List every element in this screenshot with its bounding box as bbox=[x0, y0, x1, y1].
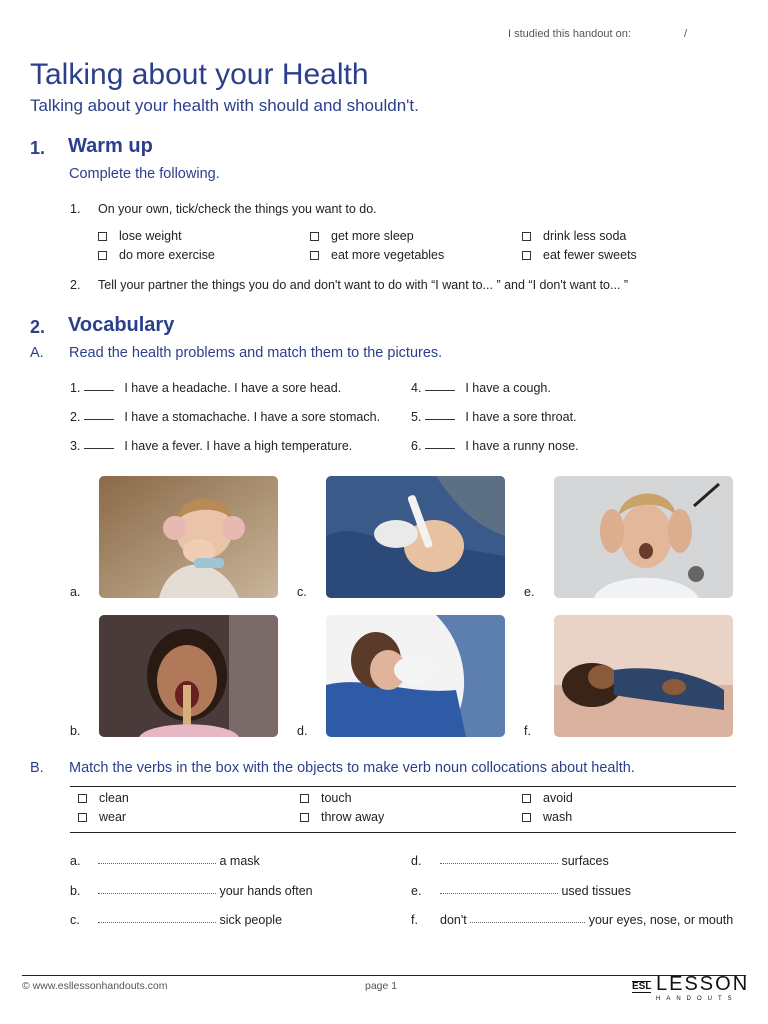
photo-girl-coughing bbox=[99, 476, 278, 598]
answer-blank[interactable] bbox=[84, 390, 114, 391]
picture-label: e. bbox=[524, 585, 535, 599]
answer-blank[interactable] bbox=[84, 448, 114, 449]
collocation-item: a. bbox=[70, 854, 81, 868]
checkbox[interactable] bbox=[310, 251, 319, 260]
photo-woman-runny-nose bbox=[326, 615, 505, 737]
item1-text: On your own, tick/check the things you want to do. bbox=[98, 202, 377, 216]
photo-man-headache bbox=[554, 476, 733, 598]
section1-instruction: Complete the following. bbox=[69, 166, 220, 182]
collocation-item: e. bbox=[411, 884, 422, 898]
verb-label: throw away bbox=[321, 810, 385, 824]
section1-number: 1. bbox=[30, 138, 46, 158]
picture-label: d. bbox=[297, 724, 308, 738]
photo-girl-sore-throat bbox=[99, 615, 278, 737]
studied-label: I studied this handout on: bbox=[508, 28, 631, 40]
problem-item: 5. I have a sore throat. bbox=[411, 410, 577, 424]
problem-item: 1. I have a headache. I have a sore head. bbox=[70, 381, 342, 395]
answer-blank[interactable] bbox=[425, 419, 455, 420]
footer-website[interactable]: © www.esllessonhandouts.com bbox=[22, 980, 168, 992]
studied-slash: / bbox=[684, 28, 688, 40]
checkbox[interactable] bbox=[522, 813, 531, 822]
answer-blank[interactable] bbox=[98, 863, 216, 864]
footer-page-number: page 1 bbox=[365, 980, 398, 992]
answer-blank[interactable] bbox=[98, 922, 216, 923]
checkbox[interactable] bbox=[300, 794, 309, 803]
picture-label: c. bbox=[297, 585, 307, 599]
item1-number: 1. bbox=[70, 202, 81, 216]
checklist-item[interactable] bbox=[310, 229, 414, 243]
problem-item: 3. I have a fever. I have a high temperature. bbox=[70, 439, 353, 453]
checkbox[interactable] bbox=[522, 251, 531, 260]
answer-blank[interactable] bbox=[425, 390, 455, 391]
checklist-label: lose weight bbox=[119, 229, 182, 243]
studied-date-line bbox=[508, 28, 688, 40]
collocation-line: surfaces bbox=[440, 854, 609, 868]
collocation-line: don't your eyes, nose, or mouth bbox=[440, 913, 734, 927]
checkbox[interactable] bbox=[300, 813, 309, 822]
checklist-label: eat more vegetables bbox=[331, 248, 445, 262]
checklist-item[interactable] bbox=[310, 248, 444, 262]
checklist-label: drink less soda bbox=[543, 229, 627, 243]
checkbox[interactable] bbox=[98, 251, 107, 260]
logo-esl: ESL bbox=[632, 981, 652, 992]
checklist-label: eat fewer sweets bbox=[543, 248, 637, 262]
collocation-line: a mask bbox=[98, 854, 260, 868]
problem-item: 2. I have a stomachache. I have a sore stomach. bbox=[70, 410, 381, 424]
collocation-line: sick people bbox=[98, 913, 282, 927]
verb-item[interactable] bbox=[300, 791, 352, 805]
logo-handouts: HANDOUTS bbox=[656, 996, 738, 1002]
item2-number: 2. bbox=[70, 278, 81, 292]
checklist-item[interactable] bbox=[522, 229, 626, 243]
verb-item[interactable] bbox=[78, 791, 129, 805]
checklist-label: get more sleep bbox=[331, 229, 414, 243]
verb-label: wash bbox=[543, 810, 573, 824]
verb-label: touch bbox=[321, 791, 352, 805]
collocation-item: b. bbox=[70, 884, 81, 898]
item2-text: Tell your partner the things you do and don't want to do with “I want to... ” and “I don't want to... ” bbox=[98, 278, 629, 292]
section2-number: 2. bbox=[30, 317, 46, 337]
collocation-item: c. bbox=[70, 913, 80, 927]
photo-woman-stomachache bbox=[554, 615, 733, 737]
problem-item: 4. I have a cough. bbox=[411, 381, 551, 395]
picture-label: f. bbox=[524, 724, 531, 738]
section1-title: Warm up bbox=[68, 135, 153, 157]
checkbox[interactable] bbox=[98, 232, 107, 241]
answer-blank[interactable] bbox=[440, 893, 558, 894]
verb-item[interactable] bbox=[522, 810, 572, 824]
checkbox[interactable] bbox=[310, 232, 319, 241]
checkbox[interactable] bbox=[522, 232, 531, 241]
esl-lesson-handouts-logo bbox=[632, 973, 750, 1005]
verb-label: avoid bbox=[543, 791, 573, 805]
partB-instruction: Match the verbs in the box with the objects to make verb noun collocations about health. bbox=[69, 760, 635, 776]
checkbox[interactable] bbox=[78, 794, 87, 803]
logo-lesson: LESSON bbox=[656, 973, 750, 995]
verb-box-top-border bbox=[70, 786, 736, 787]
answer-blank[interactable] bbox=[84, 419, 114, 420]
collocation-line: your hands often bbox=[98, 884, 313, 898]
page-title: Talking about your Health bbox=[30, 58, 369, 91]
verb-box-bottom-border bbox=[70, 832, 736, 833]
partA-letter: A. bbox=[30, 345, 44, 361]
verb-item[interactable] bbox=[300, 810, 384, 824]
verb-label: wear bbox=[99, 810, 127, 824]
partB-letter: B. bbox=[30, 760, 44, 776]
answer-blank[interactable] bbox=[425, 448, 455, 449]
partA-instruction: Read the health problems and match them to the pictures. bbox=[69, 345, 443, 361]
problem-item: 6. I have a runny nose. bbox=[411, 439, 579, 453]
verb-item[interactable] bbox=[78, 810, 126, 824]
picture-label: b. bbox=[70, 724, 81, 738]
collocation-item: d. bbox=[411, 854, 422, 868]
verb-label: clean bbox=[99, 791, 129, 805]
picture-label: a. bbox=[70, 585, 81, 599]
answer-blank[interactable] bbox=[440, 863, 558, 864]
collocation-item: f. bbox=[411, 913, 418, 927]
answer-blank[interactable] bbox=[98, 893, 216, 894]
checkbox[interactable] bbox=[78, 813, 87, 822]
checkbox[interactable] bbox=[522, 794, 531, 803]
checklist-item[interactable] bbox=[98, 248, 215, 262]
checklist-label: do more exercise bbox=[119, 248, 215, 262]
section2-title: Vocabulary bbox=[68, 314, 175, 336]
checklist-item[interactable] bbox=[98, 229, 182, 243]
answer-blank[interactable] bbox=[470, 922, 585, 923]
checklist-item[interactable] bbox=[522, 248, 637, 262]
verb-item[interactable] bbox=[522, 791, 573, 805]
page-subtitle: Talking about your health with should and shouldn't. bbox=[30, 96, 419, 115]
collocation-line: used tissues bbox=[440, 884, 631, 898]
photo-thermometer bbox=[326, 476, 505, 598]
